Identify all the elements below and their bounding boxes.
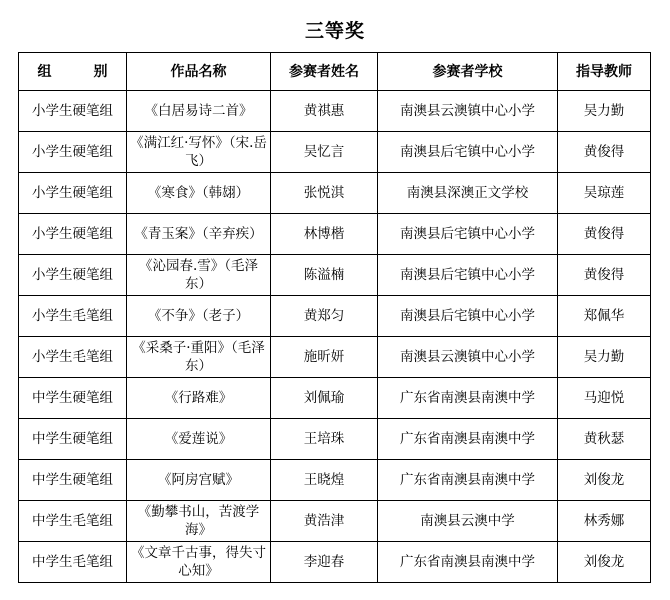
cell-name: 王晓煌 [271,460,378,501]
cell-school: 南澳县云澳镇中心小学 [378,91,558,132]
cell-teacher: 吴力勤 [558,91,651,132]
cell-group: 小学生硬笔组 [19,214,127,255]
cell-work: 《文章千古事，得失寸心知》 [127,542,271,583]
cell-teacher: 黄俊得 [558,132,651,173]
cell-group: 小学生硬笔组 [19,132,127,173]
cell-name: 李迎春 [271,542,378,583]
cell-school: 南澳县深澳正文学校 [378,173,558,214]
cell-school: 南澳县云澳镇中心小学 [378,337,558,378]
cell-teacher: 黄秋瑟 [558,419,651,460]
cell-name: 黄祺惠 [271,91,378,132]
cell-school: 广东省南澳县南澳中学 [378,419,558,460]
table-row [19,132,651,173]
cell-teacher: 郑佩华 [558,296,651,337]
cell-teacher: 吴琼莲 [558,173,651,214]
cell-work: 《阿房宫赋》 [127,460,271,501]
award-table [18,52,651,583]
cell-school: 广东省南澳县南澳中学 [378,378,558,419]
cell-work: 《爱莲说》 [127,419,271,460]
table-row [19,337,651,378]
cell-teacher: 吴力勤 [558,337,651,378]
header-instructor: 指导教师 [558,53,651,91]
cell-name: 王培珠 [271,419,378,460]
table-row [19,255,651,296]
table-header-row [19,53,651,91]
cell-name: 张悦淇 [271,173,378,214]
cell-teacher: 刘俊龙 [558,542,651,583]
cell-work: 《行路难》 [127,378,271,419]
table-row [19,214,651,255]
cell-school: 南澳县后宅镇中心小学 [378,132,558,173]
cell-teacher: 林秀娜 [558,501,651,542]
cell-school: 南澳县云澳中学 [378,501,558,542]
cell-group: 中学生硬笔组 [19,460,127,501]
table-row [19,501,651,542]
table-row [19,91,651,132]
cell-work: 《采桑子·重阳》（毛泽东） [127,337,271,378]
cell-work: 《青玉案》（辛弃疾） [127,214,271,255]
cell-group: 中学生硬笔组 [19,378,127,419]
header-participant-name: 参赛者姓名 [271,53,378,91]
cell-group: 中学生硬笔组 [19,419,127,460]
cell-school: 广东省南澳县南澳中学 [378,460,558,501]
table-row [19,173,651,214]
cell-teacher: 黄俊得 [558,214,651,255]
table-row [19,296,651,337]
cell-name: 刘佩瑜 [271,378,378,419]
cell-work: 《白居易诗二首》 [127,91,271,132]
cell-work: 《沁园春.雪》（毛泽东） [127,255,271,296]
cell-work: 《满江红·写怀》（宋.岳飞） [127,132,271,173]
table-row [19,419,651,460]
cell-school: 南澳县后宅镇中心小学 [378,214,558,255]
cell-name: 吴忆言 [271,132,378,173]
cell-work: 《寒食》（韩翃） [127,173,271,214]
cell-school: 南澳县后宅镇中心小学 [378,255,558,296]
cell-group: 中学生毛笔组 [19,501,127,542]
cell-group: 小学生硬笔组 [19,255,127,296]
header-participant-school: 参赛者学校 [378,53,558,91]
cell-name: 黄郑匀 [271,296,378,337]
cell-group: 小学生硬笔组 [19,91,127,132]
cell-teacher: 黄俊得 [558,255,651,296]
cell-teacher: 马迎悦 [558,378,651,419]
cell-group: 小学生毛笔组 [19,296,127,337]
cell-name: 陈溢楠 [271,255,378,296]
cell-work: 《不争》（老子） [127,296,271,337]
cell-name: 黄浩津 [271,501,378,542]
table-row [19,378,651,419]
table-row [19,542,651,583]
page-title: 三等奖 [304,20,365,42]
table-row [19,460,651,501]
cell-group: 中学生毛笔组 [19,542,127,583]
cell-group: 小学生毛笔组 [19,337,127,378]
cell-name: 林博楷 [271,214,378,255]
header-work-title: 作品名称 [127,53,271,91]
cell-school: 南澳县后宅镇中心小学 [378,296,558,337]
cell-group: 小学生硬笔组 [19,173,127,214]
cell-teacher: 刘俊龙 [558,460,651,501]
cell-work: 《勤攀书山，苦渡学海》 [127,501,271,542]
cell-name: 施昕妍 [271,337,378,378]
cell-school: 广东省南澳县南澳中学 [378,542,558,583]
header-group: 组 别 [19,53,127,91]
